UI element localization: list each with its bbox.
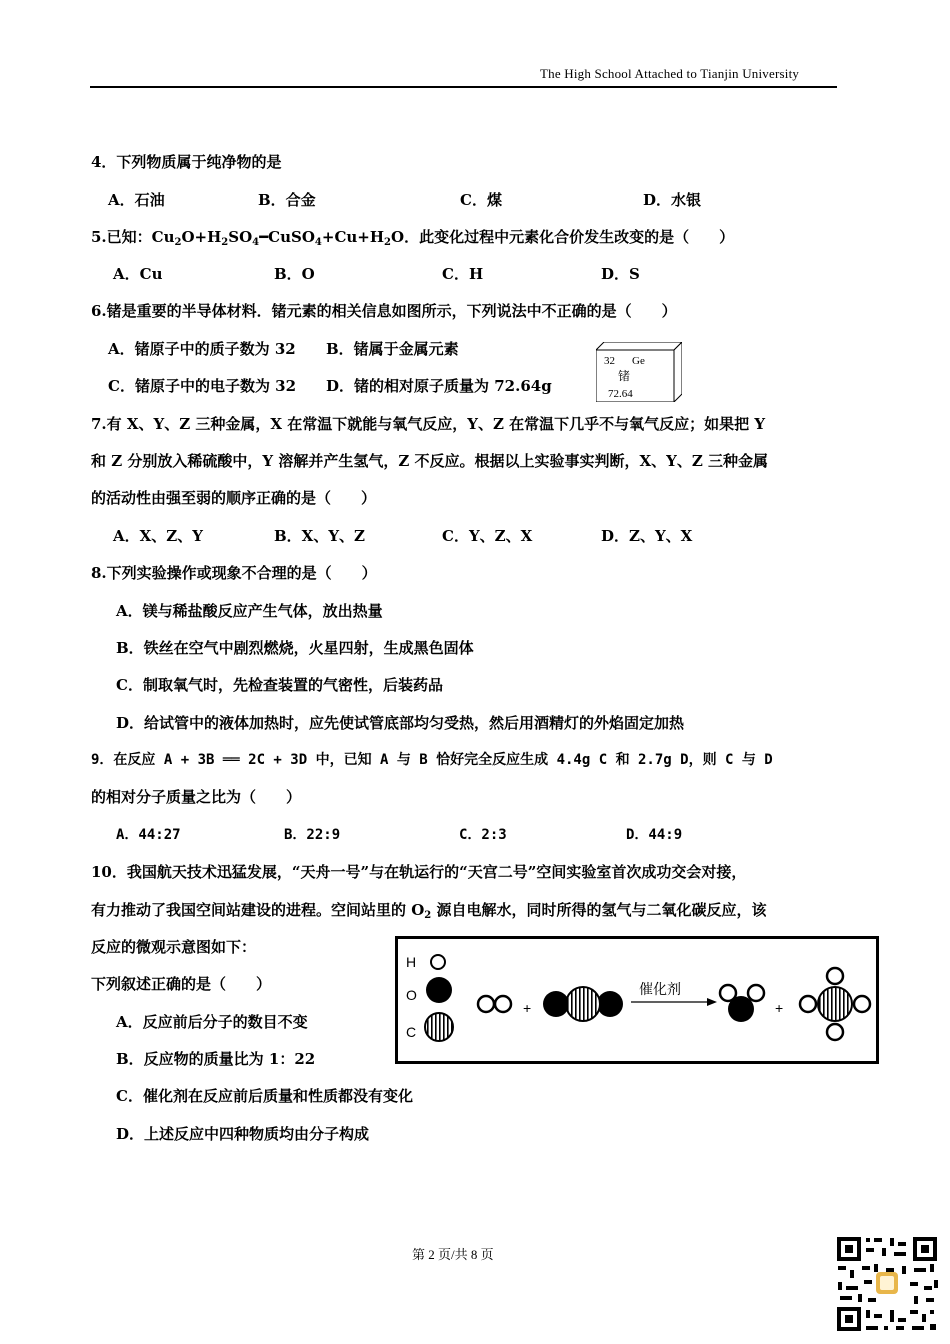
q5-stem-suffix: O．此变化过程中元素化合价发生改变的是（ ） xyxy=(391,228,735,246)
q4-option-c: C．煤 xyxy=(460,191,502,209)
legend-o-atom xyxy=(426,977,452,1003)
q7-line1: 7.有 X、Y、Z 三种金属，X 在常温下就能与氧气反应，Y、Z 在常温下几乎不与氧气反应；如果把 Y xyxy=(91,415,766,433)
q10-line3: 反应的微观示意图如下： xyxy=(91,938,257,956)
q5-sub: 2 xyxy=(384,237,392,248)
q5-eq-part: ━CuSO xyxy=(259,228,315,246)
ch4-carbon-atom xyxy=(818,987,852,1021)
q10-line2-a: 有力推动了我国空间站建设的进程。空间站里的 O xyxy=(91,901,425,919)
q10-line2-sub: 2 xyxy=(424,910,432,921)
q5-stem xyxy=(91,227,734,247)
germanium-element-card xyxy=(596,342,682,402)
q10-line2 xyxy=(91,900,767,920)
h2o-hydrogen-atom xyxy=(720,985,736,1001)
q5-eq-part: +Cu+H xyxy=(321,228,385,246)
h2-molecule-atom xyxy=(495,996,511,1012)
q9-option-c: C．2:3 xyxy=(459,827,507,843)
q5-option-d: D．S xyxy=(601,265,640,283)
q8-stem: 8.下列实验操作或现象不合理的是（ ） xyxy=(91,564,377,582)
catalyst-label: 催化剂 xyxy=(639,982,681,998)
legend-o-label: O xyxy=(406,987,417,1003)
legend-c-atom xyxy=(425,1013,453,1041)
q5-sub: 4 xyxy=(314,237,322,248)
q7-option-b: B．X、Y、Z xyxy=(274,527,365,545)
q6-option-c: C．锗原子中的电子数为 32 xyxy=(108,377,297,395)
q4-option-d: D．水银 xyxy=(643,191,702,209)
q6-option-a: A．锗原子中的质子数为 32 xyxy=(108,340,296,358)
element-number: 32 xyxy=(604,355,615,367)
q10-line4: 下列叙述正确的是（ ） xyxy=(91,975,272,993)
header-school: The High School Attached to Tianjin University xyxy=(540,66,800,81)
q6-stem: 6.锗是重要的半导体材料．锗元素的相关信息如图所示，下列说法中不正确的是（ ） xyxy=(91,302,677,320)
reaction-diagram xyxy=(395,936,879,1064)
h2o-hydrogen-atom xyxy=(748,985,764,1001)
q4-option-b: B．合金 xyxy=(258,191,316,209)
q9-option-b: B．22:9 xyxy=(284,827,341,843)
qr-code-icon xyxy=(834,1234,940,1334)
q9-line1: 9．在反应 A + 3B ══ 2C + 3D 中，已知 A 与 B 恰好完全反应生成 4.4g C 和 2.7g D，则 C 与 D xyxy=(91,752,773,768)
legend-h-label: H xyxy=(406,954,417,970)
q9-line2: 的相对分子质量之比为（ ） xyxy=(91,788,302,806)
ch4-hydrogen-atom xyxy=(827,968,843,984)
ch4-hydrogen-atom xyxy=(827,1024,843,1040)
q5-option-b: B．O xyxy=(274,265,315,283)
q8-option-b: B．铁丝在空气中剧烈燃烧，火星四射，生成黑色固体 xyxy=(116,639,474,657)
q4-option-a: A．石油 xyxy=(108,191,165,209)
q5-eq-part: O+H xyxy=(181,228,222,246)
q7-option-d: D．Z、Y、X xyxy=(601,527,693,545)
h2-molecule-atom xyxy=(478,996,494,1012)
q9-option-a: A．44:27 xyxy=(116,827,181,843)
q10-option-c: C．催化剂在反应前后质量和性质都没有变化 xyxy=(116,1087,413,1105)
q5-sub: 4 xyxy=(252,237,260,248)
legend-h-atom xyxy=(431,955,445,969)
header-rule xyxy=(90,86,837,88)
q5-eq-part: SO xyxy=(228,228,253,246)
legend-c-label: C xyxy=(406,1024,417,1040)
q8-option-d: D．给试管中的液体加热时，应先使试管底部均匀受热，然后用酒精灯的外焰固定加热 xyxy=(116,714,685,732)
q10-option-b: B．反应物的质量比为 1：22 xyxy=(116,1050,316,1068)
q7-line3: 的活动性由强至弱的顺序正确的是（ ） xyxy=(91,489,377,507)
plus-sign: + xyxy=(523,1000,532,1016)
q7-option-c: C．Y、Z、X xyxy=(442,527,533,545)
element-symbol: Ge xyxy=(632,355,645,367)
q8-option-c: C．制取氧气时，先检查装置的气密性，后装药品 xyxy=(116,676,443,694)
ch4-hydrogen-atom xyxy=(800,996,816,1012)
q10-option-d: D．上述反应中四种物质均由分子构成 xyxy=(116,1125,370,1143)
element-mass: 72.64 xyxy=(608,388,633,400)
q10-line2-b: 源自电解水，同时所得的氢气与二氧化碳反应，该 xyxy=(431,901,767,919)
element-name: 锗 xyxy=(618,369,631,383)
q5-option-a: A．Cu xyxy=(113,265,163,283)
q7-option-a: A．X、Z、Y xyxy=(113,527,203,545)
ch4-hydrogen-atom xyxy=(854,996,870,1012)
q5-stem-prefix: 5.已知：Cu xyxy=(91,228,175,246)
q5-sub: 2 xyxy=(174,237,182,248)
q10-option-a: A．反应前后分子的数目不变 xyxy=(116,1013,308,1031)
co2-carbon-atom xyxy=(566,987,600,1021)
q6-option-d: D．锗的相对原子质量为 72.64g xyxy=(326,377,552,395)
q7-line2: 和 Z 分别放入稀硫酸中，Y 溶解并产生氢气，Z 不反应。根据以上实验事实判断，X、Y、Z 三种金属 xyxy=(91,452,769,470)
q5-sub: 2 xyxy=(221,237,229,248)
page-number: 第 2 页/共 8 页 xyxy=(412,1247,494,1262)
q6-option-b: B．锗属于金属元素 xyxy=(326,340,459,358)
plus-sign: + xyxy=(775,1000,784,1016)
q4-stem: 4．下列物质属于纯净物的是 xyxy=(91,153,282,171)
q8-option-a: A．镁与稀盐酸反应产生气体，放出热量 xyxy=(116,602,383,620)
q5-option-c: C．H xyxy=(442,265,484,283)
q10-line1: 10．我国航天技术迅猛发展，“天舟一号”与在轨运行的“天宫二号”空间实验室首次成功交会对接， xyxy=(91,863,747,881)
q9-option-d: D．44:9 xyxy=(626,827,683,843)
